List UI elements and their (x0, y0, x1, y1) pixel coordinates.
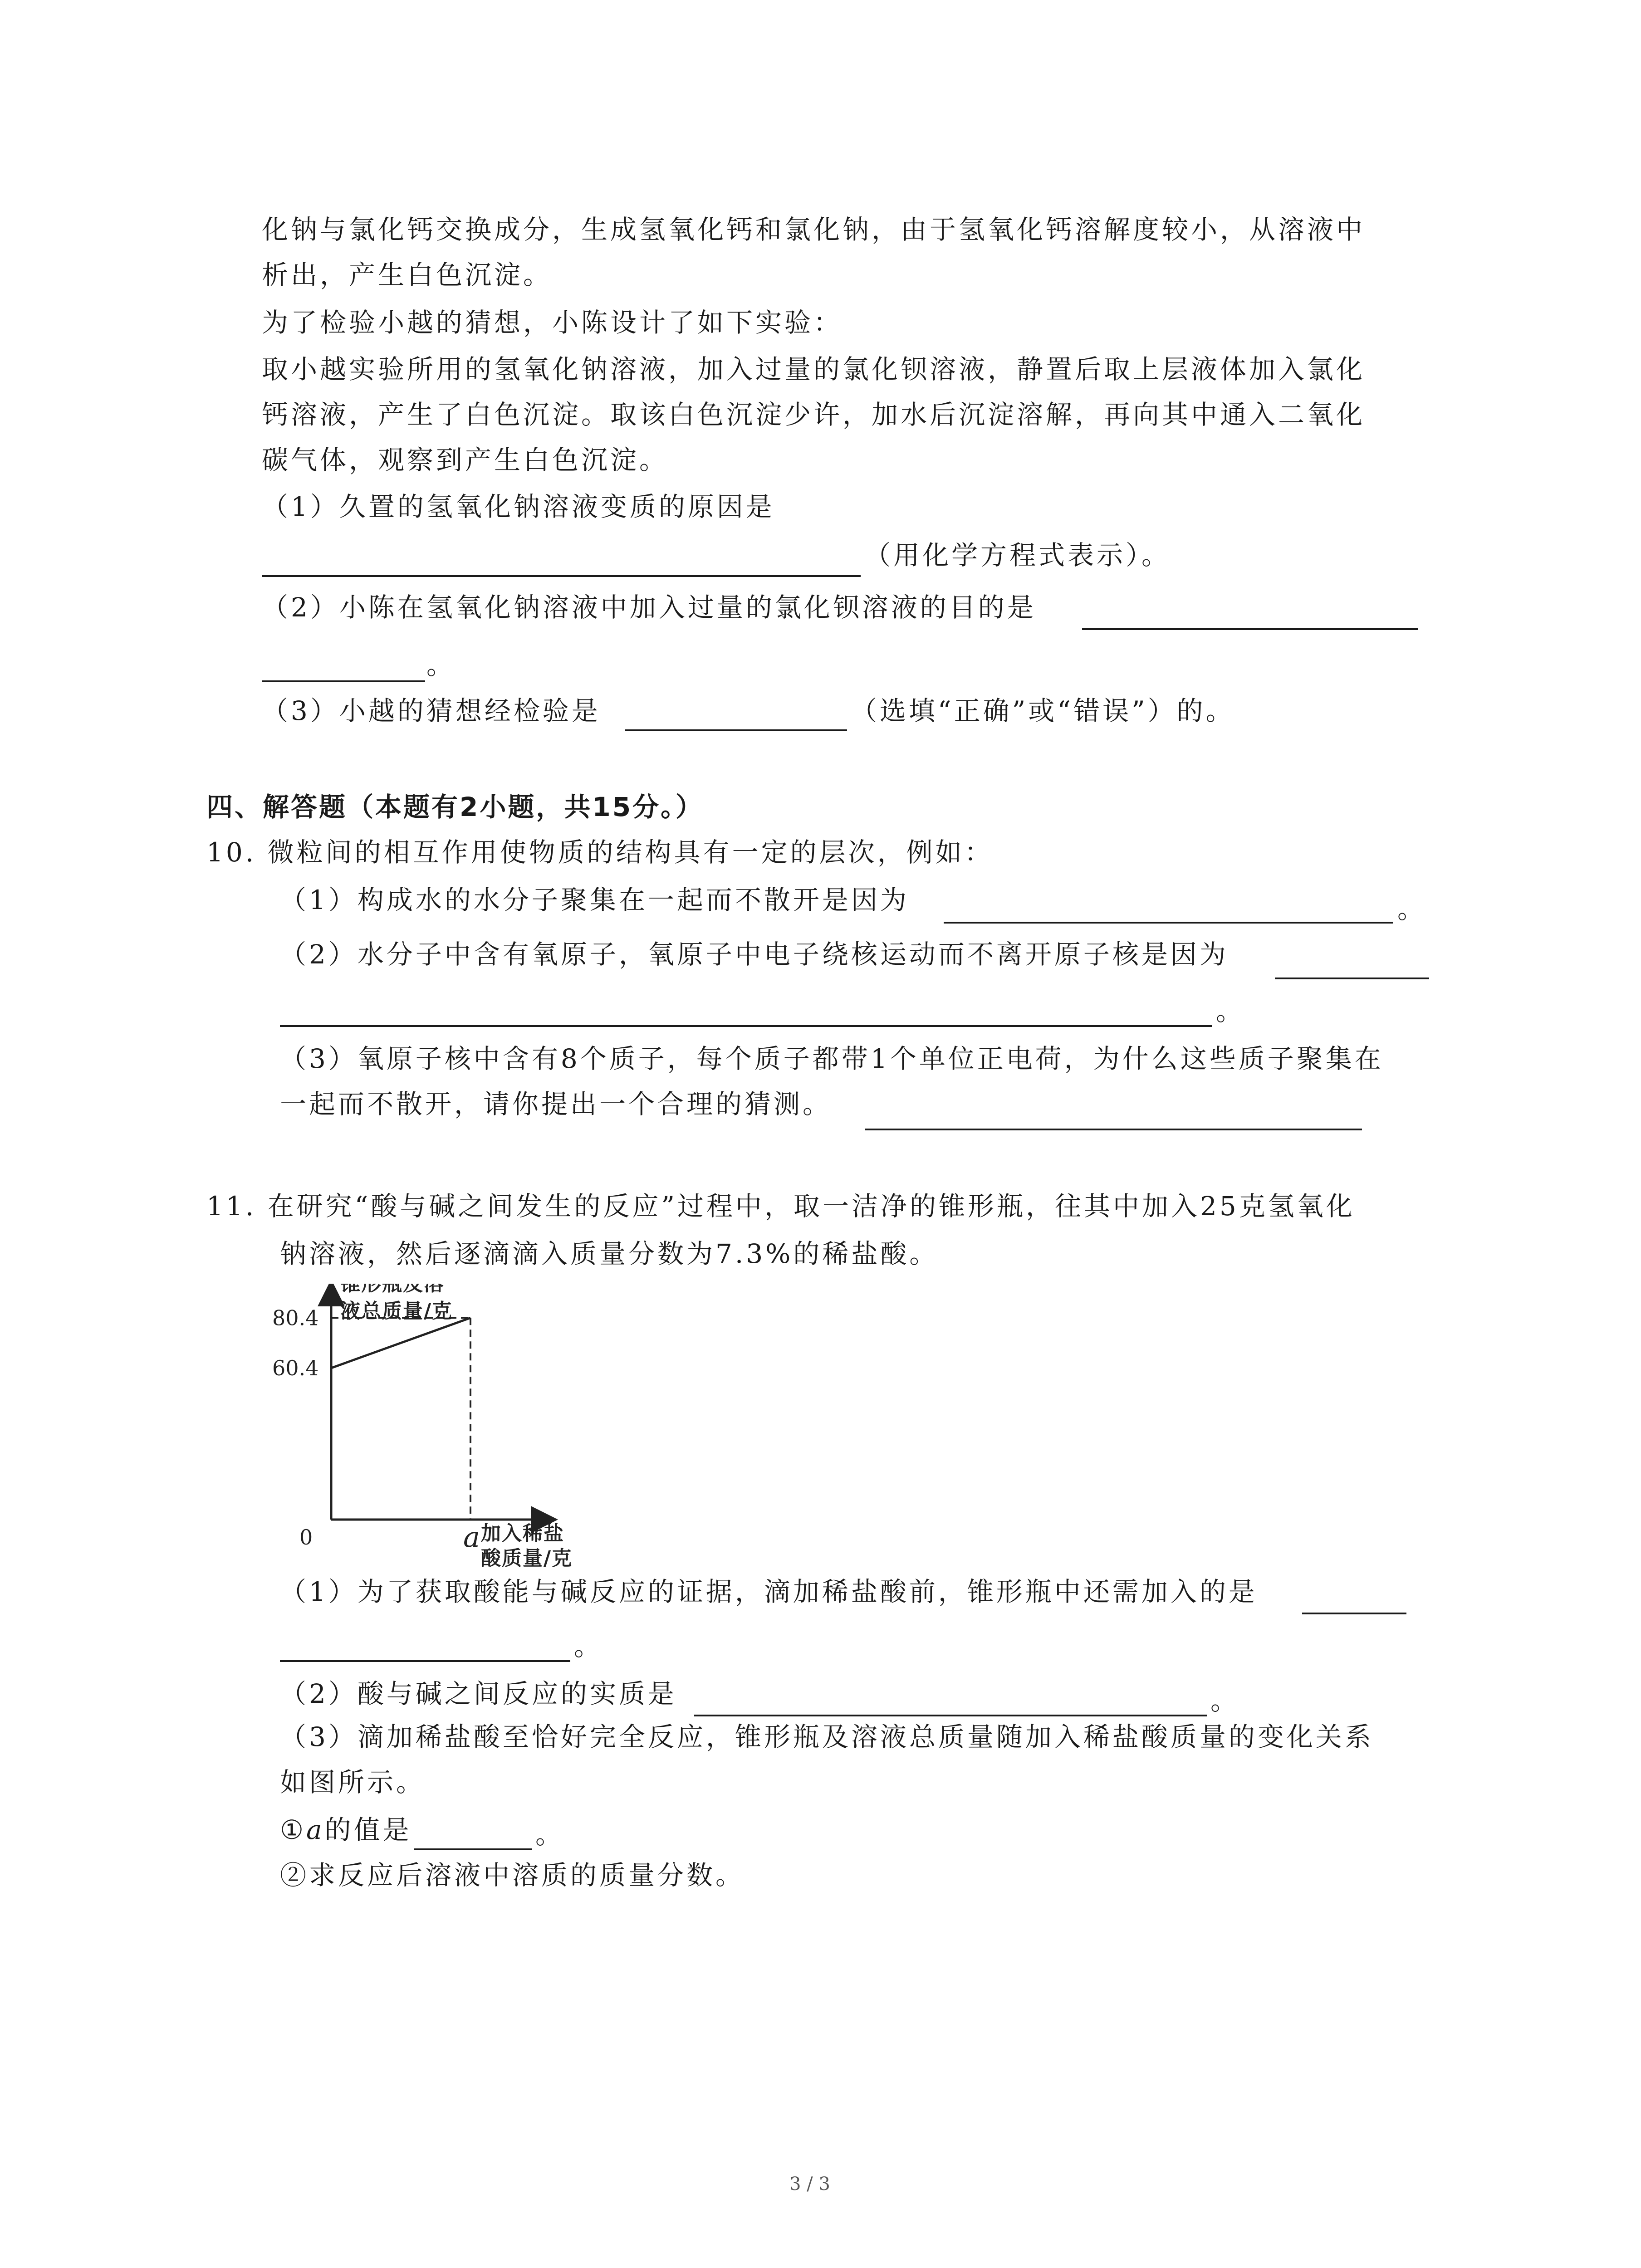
question-part: （3）小越的猜想经检验是 (262, 695, 601, 726)
question-stem: 11. 在研究“酸与碱之间发生的反应”过程中，取一洁净的锥形瓶，往其中加入25克氢氧化 (206, 1191, 1355, 1222)
answer-blank[interactable] (1275, 978, 1429, 979)
answer-blank[interactable] (865, 1129, 1362, 1130)
question-stem: 10. 微粒间的相互作用使物质的结构具有一定的层次，例如： (206, 837, 994, 868)
x-tick-label: a (463, 1520, 480, 1554)
punctuation: 。 (426, 650, 456, 680)
y-axis-title-line2: 液总质量/克 (340, 1300, 453, 1323)
x-axis-title-line2: 酸质量/克 (481, 1547, 573, 1570)
answer-blank[interactable] (262, 575, 861, 577)
question-part: （1）久置的氢氧化钠溶液变质的原因是 (262, 491, 775, 522)
sub-question-text: 的值是 (324, 1814, 412, 1845)
series-line (331, 1318, 470, 1368)
question-part: （2）酸与碱之间反应的实质是 (280, 1678, 677, 1709)
question-part: （2）小陈在氢氧化钠溶液中加入过量的氯化钡溶液的目的是 (262, 592, 1036, 623)
question-part: （3）氧原子核中含有8个质子，每个质子都带1个单位正电荷，为什么这些质子聚集在 (280, 1043, 1384, 1074)
text-line: 为了检验小越的猜想，小陈设计了如下实验： (262, 307, 843, 338)
question-part: （1）为了获取酸能与碱反应的证据，滴加稀盐酸前，锥形瓶中还需加入的是 (280, 1576, 1258, 1607)
answer-blank[interactable] (1302, 1613, 1406, 1614)
circled-number: ① (280, 1814, 306, 1845)
y-axis-title-line1: 锥形瓶及溶 (340, 1284, 445, 1295)
question-part: （3）滴加稀盐酸至恰好完全反应，锥形瓶及溶液总质量随加入稀盐酸质量的变化关系 (280, 1721, 1374, 1752)
chart (254, 1284, 626, 1583)
y-tick-label: 60.4 (272, 1355, 319, 1380)
answer-blank[interactable] (414, 1848, 532, 1850)
text-line: 取小越实验所用的氢氧化钠溶液，加入过量的氯化钡溶液，静置后取上层液体加入氯化 (262, 354, 1366, 385)
text-line: 碳气体，观察到产生白色沉淀。 (262, 445, 669, 475)
punctuation: 。 (1397, 894, 1427, 924)
chart-svg (254, 1284, 626, 1583)
sub-question (280, 1814, 412, 1845)
text-line: 钙溶液，产生了白色沉淀。取该白色沉淀少许，加水后沉淀溶解，再向其中通入二氧化 (262, 399, 1366, 430)
section-heading: 四、解答题（本题有2小题，共15分。） (206, 792, 704, 822)
text-line: 析出，产生白色沉淀。 (262, 259, 553, 290)
question-part: 如图所示。 (280, 1767, 426, 1798)
punctuation: 。 (1216, 996, 1245, 1026)
answer-blank[interactable] (1082, 628, 1418, 630)
question-part: （2）水分子中含有氧原子，氧原子中电子绕核运动而不离开原子核是因为 (280, 939, 1229, 970)
answer-blank[interactable] (625, 729, 847, 731)
answer-blank[interactable] (262, 680, 425, 682)
page-number: 3 / 3 (789, 2174, 830, 2195)
origin-label: 0 (299, 1525, 313, 1549)
variable-a: a (306, 1814, 325, 1845)
question-part: 一起而不散开，请你提出一个合理的猜测。 (280, 1089, 832, 1119)
y-tick-label: 80.4 (272, 1305, 319, 1330)
sub-question: ②求反应后溶液中溶质的质量分数。 (280, 1860, 745, 1891)
punctuation: 。 (1210, 1685, 1240, 1716)
plot-area (272, 1305, 480, 1554)
punctuation: 。 (574, 1631, 603, 1662)
punctuation: 。 (535, 1819, 565, 1850)
question-part-suffix: （用化学方程式表示）。 (864, 540, 1171, 571)
question-part-suffix: （选填“正确”或“错误”）的。 (851, 695, 1235, 726)
question-stem: 钠溶液，然后逐滴滴入质量分数为7.3%的稀盐酸。 (280, 1238, 939, 1269)
question-part: （1）构成水的水分子聚集在一起而不散开是因为 (280, 885, 909, 915)
answer-blank[interactable] (280, 1660, 570, 1662)
answer-blank[interactable] (944, 922, 1393, 924)
x-axis-title-line1: 加入稀盐 (481, 1522, 564, 1545)
text-line: 化钠与氯化钙交换成分，生成氢氧化钙和氯化钠，由于氢氧化钙溶解度较小，从溶液中 (262, 214, 1366, 245)
answer-blank[interactable] (694, 1715, 1207, 1716)
answer-blank[interactable] (280, 1025, 1212, 1027)
